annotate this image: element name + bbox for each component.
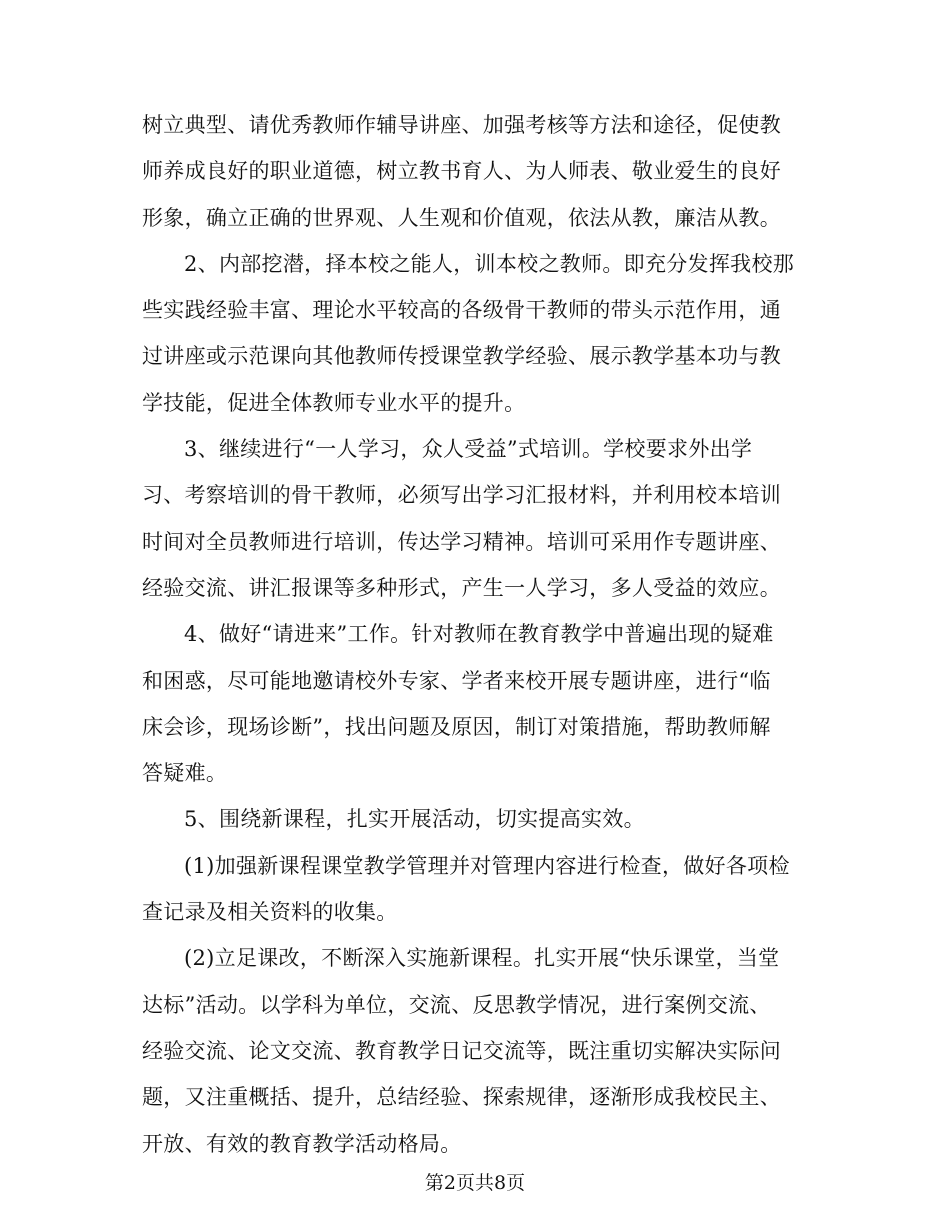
text-line: 开放、有效的教育教学活动格局。: [142, 1131, 462, 1156]
text-line: 和困惑，尽可能地邀请校外专家、学者来校开展专题讲座，进行“临: [142, 668, 771, 693]
text-line: (2)立足课改，不断深入实施新课程。扎实开展“快乐课堂，当堂: [184, 946, 780, 971]
text-line: 床会诊，现场诊断”，找出问题及原因，制订对策措施，帮助教师解: [142, 714, 771, 739]
text-line: 习、考察培训的骨干教师，必须写出学习汇报材料，并利用校本培训: [142, 483, 781, 508]
text-line: 答疑难。: [142, 761, 228, 786]
text-line: (1)加强新课程课堂教学管理并对管理内容进行检查，做好各项检: [184, 853, 790, 878]
text-line: 学技能，促进全体教师专业水平的提升。: [142, 390, 526, 415]
text-line: 过讲座或示范课向其他教师传授课堂教学经验、展示教学基本功与教: [142, 344, 781, 369]
text-line: 2、内部挖潜，择本校之能人，训本校之教师。即充分发挥我校那: [184, 251, 795, 276]
document-body: [142, 102, 812, 1167]
text-line: 达标”活动。以学科为单位，交流、反思教学情况，进行案例交流、: [142, 992, 771, 1017]
text-line: 树立典型、请优秀教师作辅导讲座、加强考核等方法和途径，促使教: [142, 113, 781, 137]
text-line: 时间对全员教师进行培训，传达学习精神。培训可采用作专题讲座、: [142, 529, 781, 554]
page-number-footer: 第2页共8页: [424, 1172, 526, 1194]
text-line: 经验交流、讲汇报课等多种形式，产生一人学习，多人受益的效应。: [142, 575, 781, 600]
text-line: 4、做好“请进来”工作。针对教师在教育教学中普遍出现的疑难: [184, 622, 774, 647]
text-line: 形象，确立正确的世界观、人生观和价值观，依法从教，廉洁从教。: [142, 205, 781, 230]
text-line: 题，又注重概括、提升，总结经验、探索规律，逐渐形成我校民主、: [142, 1085, 781, 1110]
text-line: 5、围绕新课程，扎实开展活动，切实提高实效。: [184, 807, 645, 832]
text-line: 3、继续进行“一人学习，众人受益”式培训。学校要求外出学: [184, 437, 753, 462]
text-line: 经验交流、论文交流、教育教学日记交流等，既注重切实解决实际问: [142, 1038, 781, 1063]
text-line: 查记录及相关资料的收集。: [142, 900, 398, 925]
text-line: 些实践经验丰富、理论水平较高的各级骨干教师的带头示范作用，通: [142, 298, 781, 323]
text-line: 师养成良好的职业道德，树立教书育人、为人师表、敬业爱生的良好: [142, 159, 781, 184]
